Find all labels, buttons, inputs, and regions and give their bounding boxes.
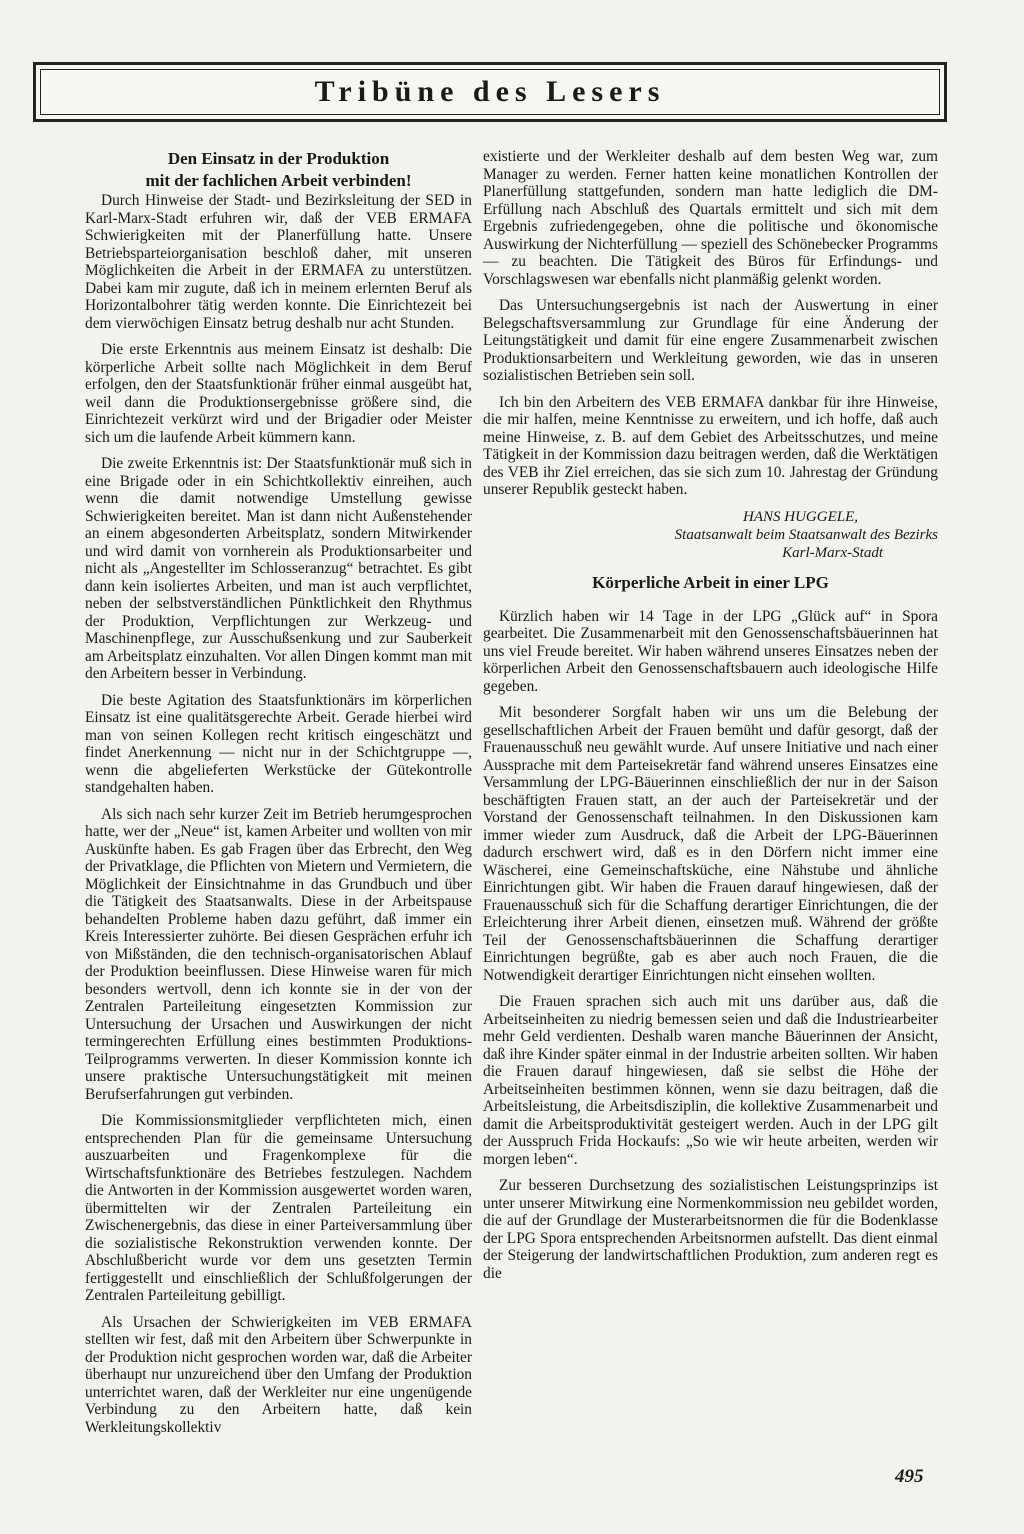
article2-title: Körperliche Arbeit in einer LPG bbox=[592, 572, 829, 592]
article2-paragraph: Die Frauen sprachen sich auch mit uns darüber aus, daß die Arbeitseinheiten zu niedrig bemessen seien und daß die Industriearbeiter mehr Geld verdienten. Deshalb waren manche Bäuerinnen der Ansicht, daß ihre Kinder später einmal in der Industrie arbeiten sollten. Wir haben die Frauen darauf hingewiesen, daß sie selbst die Höhe der Arbeitseinheiten bestimmen können, wenn sie dazu beitragen, daß die Arbeitsleistung, die Arbeitsdisziplin, die kollektive Zusammenarbeit und damit die Arbeitsproduktivität gesteigert werden. Auch in der LPG gilt der Ausspruch Frida Hockaufs: „So wie wir heute arbeiten, werden wir morgen leben“. bbox=[483, 993, 938, 1168]
article1-paragraph: Als sich nach sehr kurzer Zeit im Betrieb herumgesprochen hatte, wer der „Neue“ ist, kamen Arbeiter und wollten von mir Auskünfte haben. Es gab Fragen über das Erbrecht, den Weg der Privatklage, die Pflichten von Mietern und Vermietern, die Möglichkeit der Einsichtnahme in das Grundbuch und über die Tätigkeit des Staatsanwalts. Diese in der Arbeitspause behandelten Probleme haben dazu geführt, daß immer ein Kreis Interessierter zuhörte. Bei diesen Gesprächen erfuhr ich von Mißständen, die den technisch-organisatorischen Ablauf der Produktion beeinflussen. Diese Hinweise waren für mich besonders wertvoll, denn ich konnte sie in der von der Zentralen Parteileitung eingesetzten Kommission zur Untersuchung der Ursachen und Auswirkungen der nicht termingerechten Erfüllung eines bestimmten Produktions-Teilprogramms verwerten. In dieser Kommission konnte ich unsere praktische Untersuchungstätigkeit mit meinen Berufserfahrungen gut verbinden. bbox=[85, 805, 472, 1103]
article1-paragraph: Die erste Erkenntnis aus meinem Einsatz ist deshalb: Die körperliche Arbeit sollte nach Möglichkeit in dem Beruf erfolgen, den der Staatsfunktionär früher einmal ausgeübt hat, weil dann die Produktionsergebnisse größere sind, die Einrichtezeit verkürzt wird und der Brigadier oder Meister sich um die laufende Arbeit kümmern kann. bbox=[85, 341, 472, 446]
article2-paragraph: Zur besseren Durchsetzung des sozialistischen Leistungsprinzips ist unter unserer Mitwirkung eine Normenkommission neu gebildet worden, die auf der Grundlage der Musterarbeitsnormen die für die Bodenklasse der LPG Spora entsprechenden Arbeitsnormen aufstellt. Das dient einmal der Steigerung der landwirtschaftlichen Produktion, zum anderen regt es die bbox=[483, 1177, 938, 1282]
article2-paragraph: Mit besonderer Sorgfalt haben wir uns um die Belebung der gesellschaftlichen Arbeit der Frauen bemüht und dafür gesorgt, daß der Frauenausschuß neu gewählt wurde. Auf unsere Initiative und nach einer Aussprache mit dem Parteisekretär fand während unseres Einsatzes eine Versammlung der LPG-Bäuerinnen einschließlich der nur in der Saison beschäftigten Frauen statt, an der auch der Parteisekretär und der Vorstand der Genossenschaft teilnahmen. In den Diskussionen kam immer wieder zum Ausdruck, daß die Arbeit der LPG-Bäuerinnen dadurch erschwert wird, daß es in den Dörfern nicht immer eine Wäscherei, eine Gemeinschaftsküche, eine Nähstube und ähnliche Einrichtungen gibt. Wir haben die Frauen darauf hingewiesen, daß der Frauenausschuß sich für die Schaffung derartiger Einrichtungen, die der Erleichterung ihrer Arbeit dienen, einsetzen muß. Während der größte Teil der Genossenschaftsbäuerinnen die Schaffung derartiger Einrichtungen begrüßte, gab es aber auch noch Frauen, die die Notwendigkeit derartiger Einrichtungen nicht einsehen wollten. bbox=[483, 704, 938, 984]
left-column bbox=[85, 148, 472, 1445]
author-signature bbox=[483, 508, 938, 562]
article1-continuation-paragraph: existierte und der Werkleiter deshalb auf dem besten Weg war, zum Manager zu werden. Ferner hatten keine monatlichen Kontrollen der Planerfüllung stattgefunden, sondern man hatte lediglich die DM-Erfüllung nach Abschluß des Quartals ermittelt und sich mit dem Ergebnis zufriedengegeben, ohne die politische und ökonomische Auswirkung der Nichterfüllung — speziell des Schönebecker Programms — zu beachten. Die Tätigkeit des Büros für Erfindungs- und Vorschlagswesen war ebenfalls nicht planmäßig gelenkt worden. bbox=[483, 148, 938, 288]
article1-continuation-paragraph: Das Untersuchungsergebnis ist nach der Auswertung in einer Belegschaftsversammlung zur Grundlage für eine Änderung der Leitungstätigkeit und damit für eine engere Zusammenarbeit zwischen Produktionsarbeitern und Werkleitung geworden, wie das in unseren sozialistischen Betrieben sein soll. bbox=[483, 297, 938, 384]
article1-title bbox=[85, 148, 472, 192]
article1-paragraph: Die beste Agitation des Staatsfunktionärs im körperlichen Einsatz ist eine qualitätsgerechte Arbeit. Gerade hierbei wird man von seinen Kollegen recht kritisch eingeschätzt und findet Anerkennung — nicht nur in der Schichtgruppe —, wenn die abgelieferten Werkstücke der Gütekontrolle standgehalten haben. bbox=[85, 691, 472, 796]
author-name: HANS HUGGELE, bbox=[743, 508, 858, 525]
article1-title-line1: Den Einsatz in der Produktion bbox=[167, 149, 390, 168]
article1-continuation-paragraph: Ich bin den Arbeitern des VEB ERMAFA dankbar für ihre Hinweise, die mir halfen, meine Kenntnisse zu erweitern, und ich hoffe, daß auch meine Hinweise, z. B. auf dem Gebiet des Arbeitsschutzes, und meine Tätigkeit in der Kommission dazu beitragen werden, daß die Werktätigen des VEB ihr Ziel erreichen, das sie sich zum 10. Jahrestag der Gründung unserer Republik gesteckt haben. bbox=[483, 393, 938, 498]
article1-title-line2: mit der fachlichen Arbeit verbinden! bbox=[145, 171, 412, 190]
section-banner-inner bbox=[40, 69, 940, 115]
article1-paragraph: Durch Hinweise der Stadt- und Bezirksleitung der SED in Karl-Marx-Stadt erfuhren wir, daß der VEB ERMAFA Schwierigkeiten mit der Planerfüllung hatte. Unsere Betriebsparteiorganisation beschloß daher, mit unseren Möglichkeiten die Arbeit in der ERMAFA zu unterstützen. Dabei kam mir zugute, daß ich in meinem erlernten Beruf als Horizontalbohrer tätig werden konnte. Die Einrichtezeit bei dem vierwöchigen Einsatz betrug deshalb nur acht Stunden. bbox=[85, 192, 472, 332]
section-title: Tribüne des Lesers bbox=[314, 75, 666, 108]
article2-paragraph: Kürzlich haben wir 14 Tage in der LPG „Glück auf“ in Spora gearbeitet. Die Zusammenarbeit mit den Genossenschaftsbäuerinnen hat uns viel Freude bereitet. Wir haben während unseres Einsatzes neben der körperlichen Arbeit den Genossenschaftsbauern auch ideologische Hilfe gegeben. bbox=[483, 607, 938, 695]
article1-paragraph: Die Kommissionsmitglieder verpflichteten mich, einen entsprechenden Plan für die gemeinsame Untersuchung auszuarbeiten und Fragenkomplexe für die Wirtschaftsfunktionäre des Betriebes festzulegen. Nachdem die Antworten in der Kommission ausgewertet worden waren, übermittelten wir der Zentralen Parteileitung ein Zwischenergebnis, das diese in einer Parteiversammlung über die sozialistische Rekonstruktion verwenden konnte. Der Abschlußbericht wurde vor dem uns gesetzten Termin fertiggestellt und einschließlich der Schlußfolgerungen der Zentralen Parteileitung gebilligt. bbox=[85, 1112, 472, 1304]
author-role: Staatsanwalt beim Staatsanwalt des Bezirks bbox=[674, 526, 938, 543]
right-column bbox=[483, 148, 938, 1291]
article1-paragraph: Als Ursachen der Schwierigkeiten im VEB ERMAFA stellten wir fest, daß mit den Arbeitern über Schwerpunkte in der Produktion nicht gesprochen worden war, daß die Arbeiter überhaupt nur unzureichend über den Umfang der Produktion unterrichtet waren, daß der Werkleiter nur eine ungenügende Verbindung zu den Arbeitern hatte, daß kein Werkleitungskollektiv bbox=[85, 1313, 472, 1436]
page-number: 495 bbox=[895, 1466, 924, 1487]
section-banner bbox=[33, 62, 947, 122]
article1-paragraph: Die zweite Erkenntnis ist: Der Staatsfunktionär muß sich in eine Brigade oder in ein Schichtkollektiv einreihen, auch wenn die damit notwendige Umstellung gewisse Schwierigkeiten bereitet. Man ist dann nicht Außenstehender an einem abgesonderten Arbeitsplatz, sondern Mitwirkender und wird damit von vornherein als Produktionsarbeiter und nicht als „Angestellter im Schlosseranzug“ betrachtet. Es gibt dann kein isoliertes Arbeiten, und man ist auch verpflichtet, neben der selbstverständlichen Pünktlichkeit den Rhythmus der Produktion, Verpflichtungen zur Werkzeug- und Maschinenpflege, zur Ausschußsenkung und zur Sauberkeit am Arbeitsplatz einzuhalten. Vor allen Dingen kommt man mit den Arbeitern besser in Verbindung. bbox=[85, 455, 472, 682]
author-location: Karl-Marx-Stadt bbox=[782, 544, 883, 561]
